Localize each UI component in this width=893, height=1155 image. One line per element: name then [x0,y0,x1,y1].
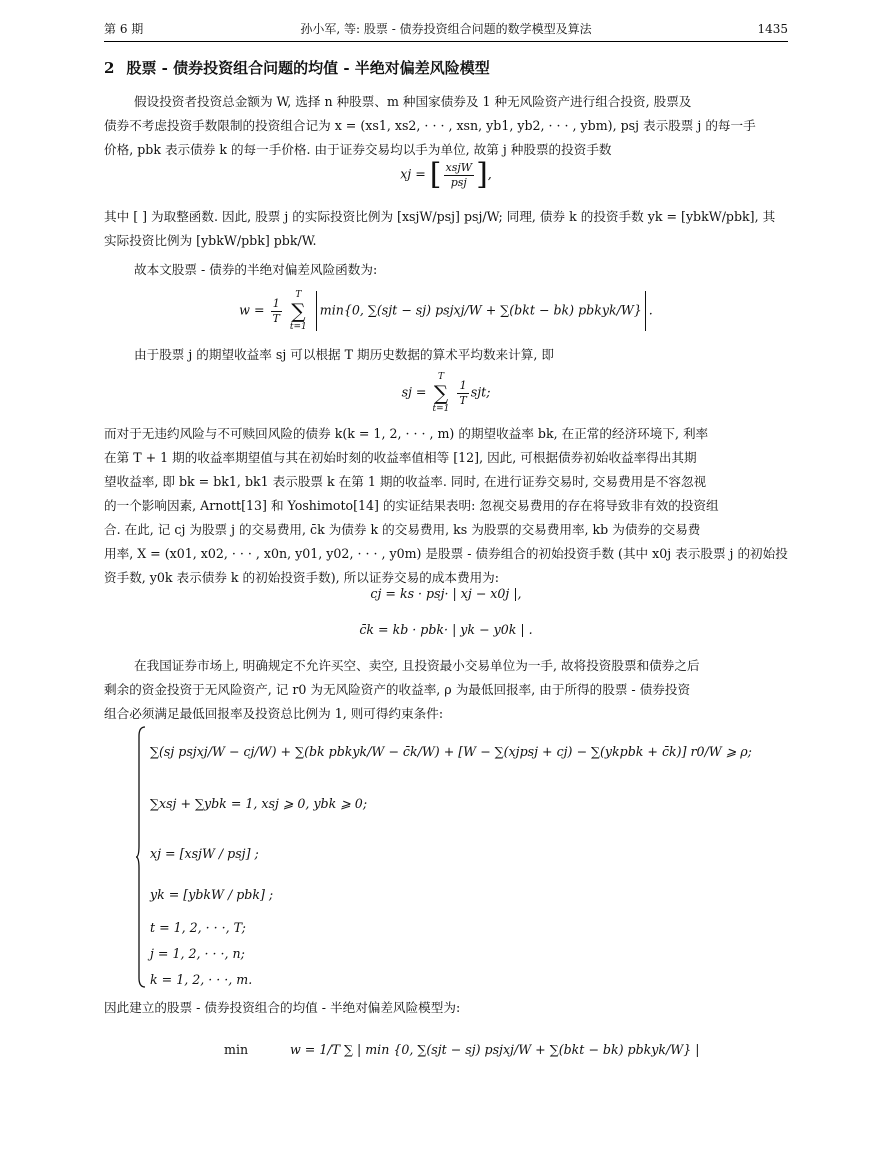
eq-body: min{0, ∑(sjt − sj) psjxj/W + ∑(bkt − bk) pbkyk/W} [319,302,642,318]
sum-upper: T [295,290,302,300]
equation-cj: cj = ks · psj· | xj − x0j |, [370,586,522,601]
summation [433,372,450,414]
text-line: 合. 在此, 记 cj 为股票 j 的交易费用, c̄k 为债券 k 的交易费用, ks 为股票的交易费用率, kb 为债券的交易费 [104,522,701,537]
numerator: xsjW [445,160,473,174]
summation [290,290,307,332]
text-line: 其中 [ ] 为取整函数. 因此, 股票 j 的实际投资比例为 [xsjW/psj] psj/W; 同理, 债券 k 的投资手数 yk = [ybkW/pbk], 其 [104,209,776,224]
denominator: T [459,393,467,407]
eq-lhs: w = [239,302,265,318]
paragraph-2 [104,205,788,253]
paper-page [104,0,788,1155]
fraction [271,297,282,326]
text-line: 的一个影响因素, Arnott[13] 和 Yoshimoto[14] 的实证结果表明: 忽视交易费用的存在将导致非有效的投资组 [104,498,719,513]
equation-sj [104,372,788,414]
text-line: 故本文股票 - 债券的半绝对偏差风险函数为: [134,262,378,277]
text-line: 在我国证券市场上, 明确规定不允许买空、卖空, 且投资最小交易单位为一手, 故将投资股票和债券之后 [134,658,700,673]
denominator: T [272,311,280,325]
paragraph-6 [104,654,788,726]
eq-period: . [648,302,653,318]
abs-bar [316,291,317,331]
sigma: ∑ [433,381,449,405]
paragraph-7 [104,996,788,1020]
final-model-equation: w = 1/T ∑ | min {0, ∑(sjt − sj) psjxj/W + ∑(bkt − bk) pbkyk/W} | [290,1042,700,1057]
fraction [444,161,475,190]
numerator: 1 [271,297,282,312]
denominator: psj [450,175,467,189]
sigma: ∑ [291,299,306,323]
bracket-left: [ [429,157,442,192]
constraint-t: t = 1, 2, · · ·, T; [150,920,246,935]
equation-w [104,290,788,332]
min-label: min [224,1042,249,1057]
text-line: 价格, pbk 表示债券 k 的每一手价格. 由于证券交易均以手为单位, 故第 j 种股票的投资手数 [104,142,612,157]
constraint-yk: yk = [ybkW / pbk] ; [150,887,274,902]
constraint-xj: xj = [xsjW / psj] ; [150,846,259,861]
paragraph-5 [104,422,788,590]
paragraph-4 [104,343,788,367]
eq-body: sjt; [470,384,491,400]
running-title: 孙小军, 等: 股票 - 债券投资组合问题的数学模型及算法 [300,22,592,36]
running-header [104,20,788,40]
paragraph-3 [104,258,788,282]
text-line: 资手数, y0k 表示债券 k 的初始投资手数), 所以证券交易的成本费用为: [104,570,500,585]
text-line: 用率, X = (x01, x02, · · · , x0n, y01, y02, · · · , y0m) 是股票 - 债券组合的初始投资手数 (其中 x0j 表示股票 j 的初始投 [104,546,788,561]
constraint-j: j = 1, 2, · · ·, n; [150,946,245,961]
section-number: 2 [104,59,115,77]
abs-bar [645,291,646,331]
equation-ck: c̄k = kb · pbk· | yk − y0k | . [359,622,533,637]
constraint-sum: ∑xsj + ∑ybk = 1, xsj ⩾ 0, ybk ⩾ 0; [150,796,368,811]
numerator: 1 [457,379,468,394]
constraint-return: ∑(sj psjxj/W − cj/W) + ∑(bk pbkyk/W − c̄k/W) + [W − ∑(xjpsj + cj) − ∑(ykpbk + c̄k)] r0/W ⩾ ρ; [150,744,752,759]
text-line: 由于股票 j 的期望收益率 sj 可以根据 T 期历史数据的算术平均数来计算, 即 [134,347,554,362]
sum-lower: t=1 [289,322,307,332]
text-line: 在第 T + 1 期的收益率期望值与其在初始时刻的收益率值相等 [12], 因此, 可根据债券初始收益率得出其期 [104,450,697,465]
constraint-brace [136,726,146,988]
sum-lower: t=1 [432,404,450,414]
section-heading [104,58,490,78]
eq-lhs: sj = [401,384,427,400]
text-line: 组合必须满足最低回报率及投资总比例为 1, 则可得约束条件: [104,706,444,721]
text-line: 债券不考虑投资手数限制的投资组合记为 x = (xs1, xs2, · · · , xsn, yb1, yb2, · · · , ybm), psj 表示股票 j 的每一手 [104,118,756,133]
equation-xj: xj = [ $\frac{\text{xsjW}}{\text{psj}}$ ], [400,157,492,192]
text-line: 望收益率, 即 bk = bk1, bk1 表示股票 k 在第 1 期的收益率. 同时, 在进行证券交易时, 交易费用是不容忽视 [104,474,707,489]
page-number: 1435 [757,22,788,36]
text-line: 实际投资比例为 [ybkW/pbk] pbk/W. [104,233,317,248]
eq-lhs: xj = [400,166,426,182]
text-line: 剩余的资金投资于无风险资产, 记 r0 为无风险资产的收益率, ρ 为最低回报率, 由于所得的股票 - 债券投资 [104,682,691,697]
text-line: 假设投资者投资总金额为 W, 选择 n 种股票、m 种国家债券及 1 种无风险资产进行组合投资, 股票及 [134,94,692,109]
header-rule [104,41,788,42]
paragraph-1 [104,90,788,162]
fraction [457,379,468,408]
constraint-k: k = 1, 2, · · ·, m. [150,972,253,987]
issue-label: 第 6 期 [104,22,144,36]
text-line: 而对于无违约风险与不可赎回风险的债券 k(k = 1, 2, · · · , m) 的期望收益率 bk, 在正常的经济环境下, 利率 [104,426,709,441]
bracket-right: ] [476,157,488,192]
section-title: 股票 - 债券投资组合问题的均值 - 半绝对偏差风险模型 [126,59,490,77]
sum-upper: T [437,372,444,382]
text-line: 因此建立的股票 - 债券投资组合的均值 - 半绝对偏差风险模型为: [104,1000,461,1015]
